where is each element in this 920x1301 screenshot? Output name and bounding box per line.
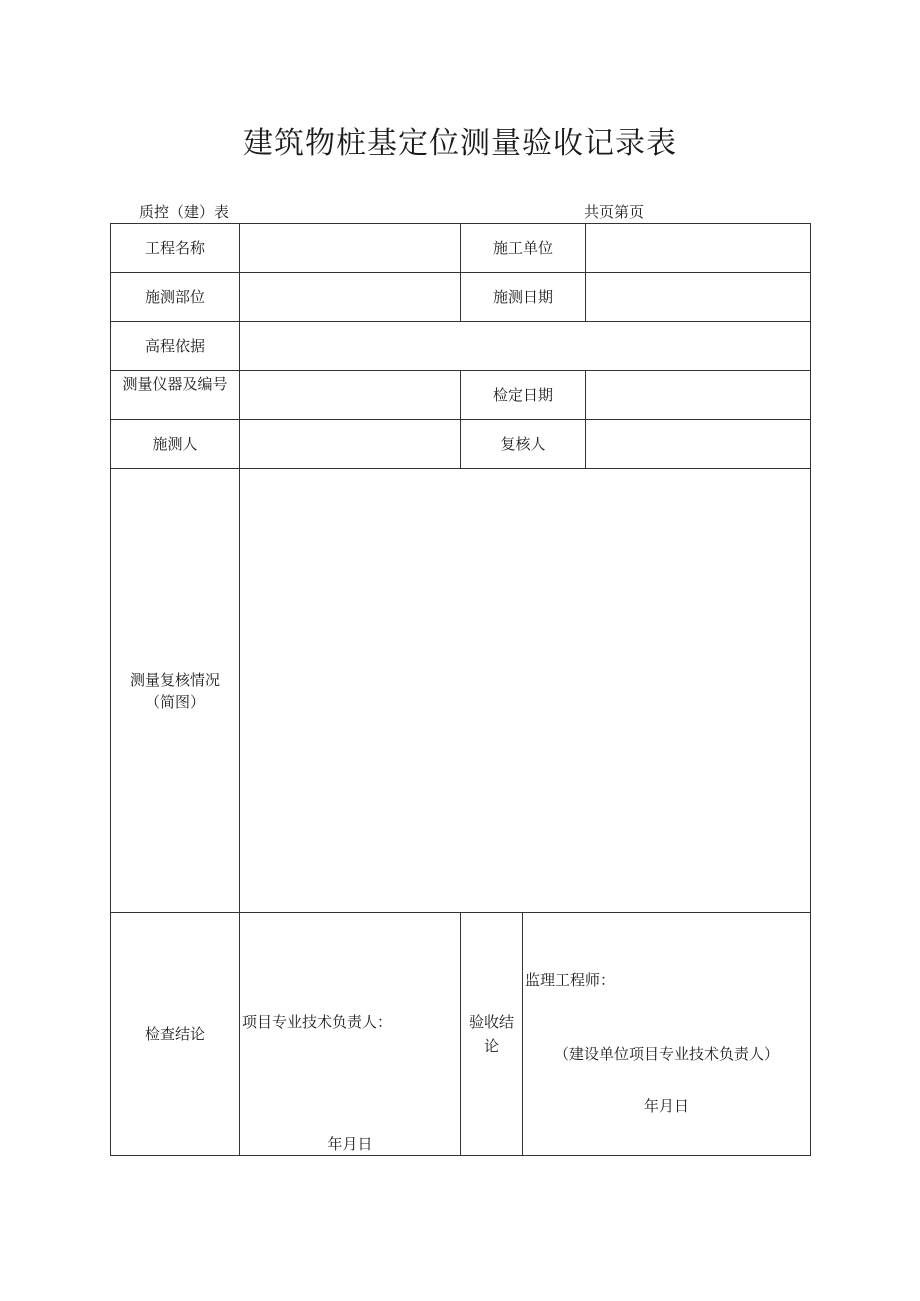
calibration-date-field[interactable] (586, 371, 811, 420)
owner-lead-label: （建设单位项目专业技术负责人） (554, 1045, 780, 1063)
survey-location-field[interactable] (240, 273, 461, 322)
record-form-table (110, 223, 811, 1156)
project-name-label: 工程名称 (111, 224, 240, 273)
contractor-field[interactable] (586, 224, 811, 273)
surveyor-label: 施测人 (111, 420, 240, 469)
elevation-basis-field[interactable] (240, 322, 811, 371)
inspection-conclusion-cell[interactable] (240, 913, 461, 1156)
instrument-field[interactable] (240, 371, 461, 420)
inspection-conclusion-label: 检查结论 (111, 913, 240, 1156)
surveyor-field[interactable] (240, 420, 461, 469)
review-situation-label-cell (111, 469, 240, 913)
reviewer-field[interactable] (586, 420, 811, 469)
supervisor-sign-date: 年月日 (644, 1097, 690, 1115)
elevation-basis-label: 高程依据 (111, 322, 240, 371)
page-title: 建筑物桩基定位测量验收记录表 (243, 126, 677, 161)
form-row-instrument (111, 371, 811, 420)
form-row-conclusion (111, 913, 811, 1156)
contractor-lead-label: 项目专业技术负责人： (242, 1013, 393, 1031)
form-row-project (111, 224, 811, 273)
acceptance-conclusion-cell[interactable] (523, 913, 811, 1156)
contractor-sign-date: 年月日 (327, 1135, 373, 1153)
contractor-label: 施工单位 (461, 224, 586, 273)
survey-date-field[interactable] (586, 273, 811, 322)
acceptance-conclusion-label-cell (461, 913, 523, 1156)
survey-location-label: 施测部位 (111, 273, 240, 322)
form-row-surveyor (111, 420, 811, 469)
review-situation-label: 测量复核情况 (129, 670, 220, 689)
survey-date-label: 施测日期 (461, 273, 586, 322)
supervisor-label: 监理工程师： (525, 971, 616, 989)
calibration-date-label: 检定日期 (461, 371, 586, 420)
acceptance-conclusion-label: 验收结论 (468, 1013, 514, 1055)
project-name-field[interactable] (240, 224, 461, 273)
page-info: 共页第页 (584, 203, 645, 221)
form-code: 质控（建）表 (139, 203, 230, 221)
review-sketch-area[interactable] (240, 469, 811, 913)
form-row-elevation (111, 322, 811, 371)
review-situation-sub: （简图） (144, 692, 205, 711)
instrument-label: 测量仪器及编号 (111, 371, 240, 420)
form-row-survey-location (111, 273, 811, 322)
form-row-review-situation (111, 469, 811, 913)
reviewer-label: 复核人 (461, 420, 586, 469)
